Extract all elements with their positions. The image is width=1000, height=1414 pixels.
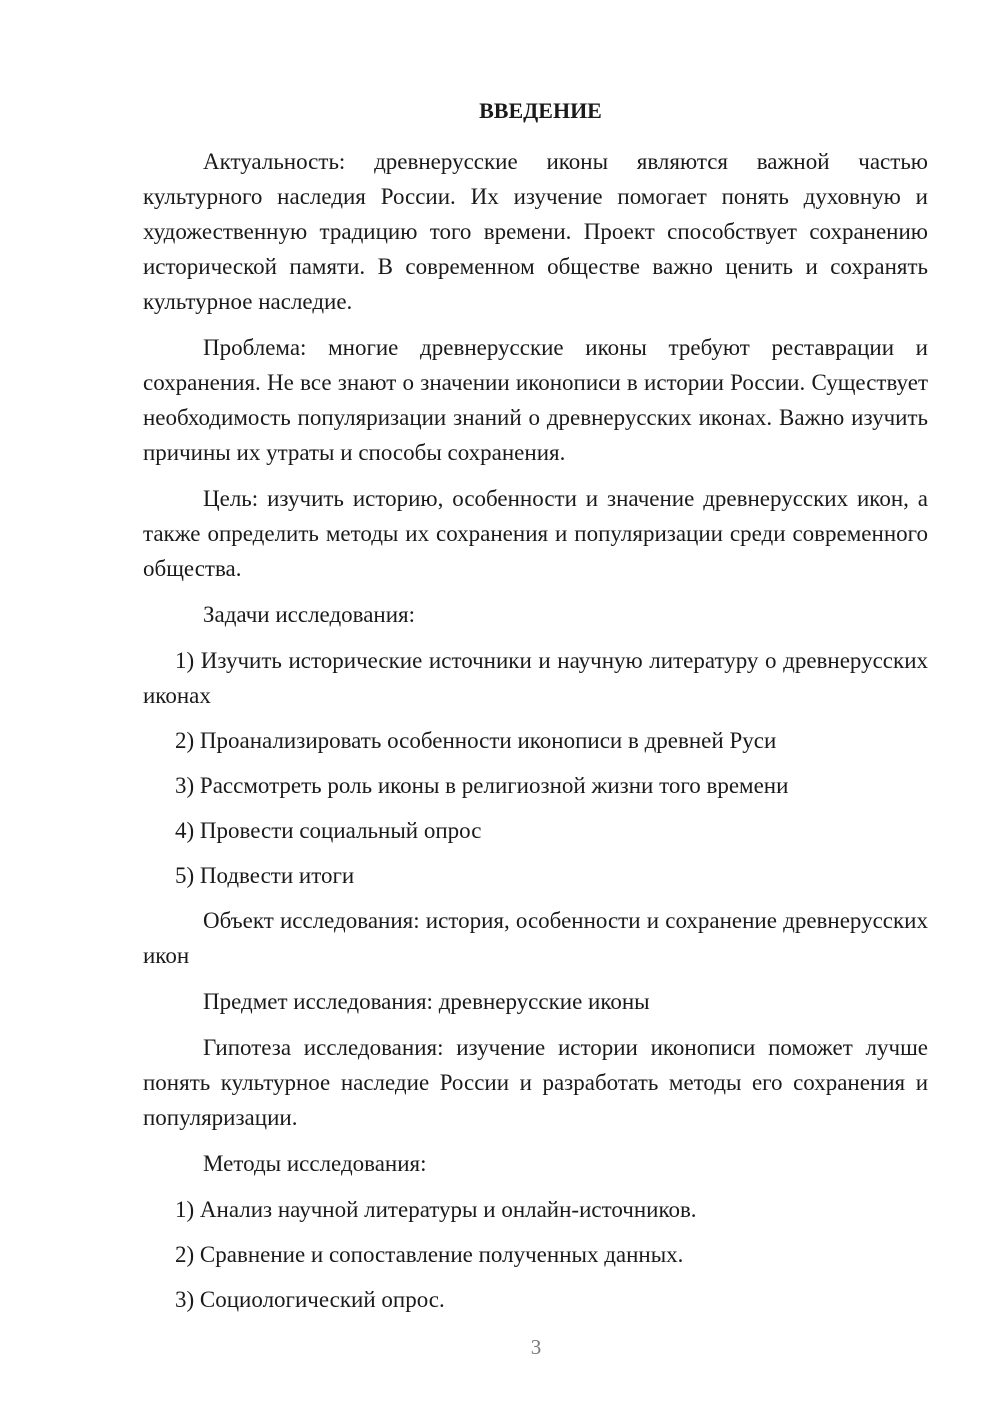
list-item: 3) Рассмотреть роль иконы в религиозной жизни того времени (175, 773, 789, 798)
methods-heading: Методы исследования: (203, 1151, 427, 1176)
list-item: 3) Социологический опрос. (175, 1287, 445, 1312)
list-item: 2) Проанализировать особенности иконописи в древней Руси (175, 728, 777, 753)
list-item: 4) Провести социальный опрос (175, 818, 482, 843)
subject-paragraph: Предмет исследования: древнерусские иконы (203, 989, 650, 1014)
tasks-heading: Задачи исследования: (203, 602, 416, 627)
list-item: 2) Сравнение и сопоставление полученных данных. (175, 1242, 684, 1267)
hypothesis-paragraph: Гипотеза исследования: изучение истории иконописи поможет лучше понять культурное наследие России и разработать методы его сохранения и популяризации. (143, 1035, 928, 1130)
list-item: 1) Анализ научной литературы и онлайн-источников. (175, 1197, 697, 1222)
list-item: 1) Изучить исторические источники и научную литературу о древнерусских иконах (143, 648, 928, 708)
goal-paragraph: Цель: изучить историю, особенности и значение древнерусских икон, а также определить методы их сохранения и популяризации среди современного общества. (143, 486, 928, 581)
relevance-paragraph: Актуальность: древнерусские иконы являются важной частью культурного наследия России. Их изучение помогает понять духовную и художественную традицию того времени. Проект способствует сохранению исторической памяти. В современном обществе важно ценить и сохранять культурное наследие. (143, 149, 928, 314)
list-item: 5) Подвести итоги (175, 863, 355, 888)
section-title: ВВЕДЕНИЕ (479, 98, 602, 123)
problem-paragraph: Проблема: многие древнерусские иконы требуют реставрации и сохранения. Не все знают о значении иконописи в истории России. Существует необходимость популяризации знаний о древнерусских иконах. Важно изучить причины их утраты и способы сохранения. (143, 335, 928, 465)
page-number: 3 (530, 1335, 542, 1359)
methods-list (143, 1192, 928, 1317)
tasks-list (143, 643, 928, 893)
object-paragraph: Объект исследования: история, особенности и сохранение древнерусских икон (143, 908, 928, 968)
page-content (143, 96, 928, 1327)
